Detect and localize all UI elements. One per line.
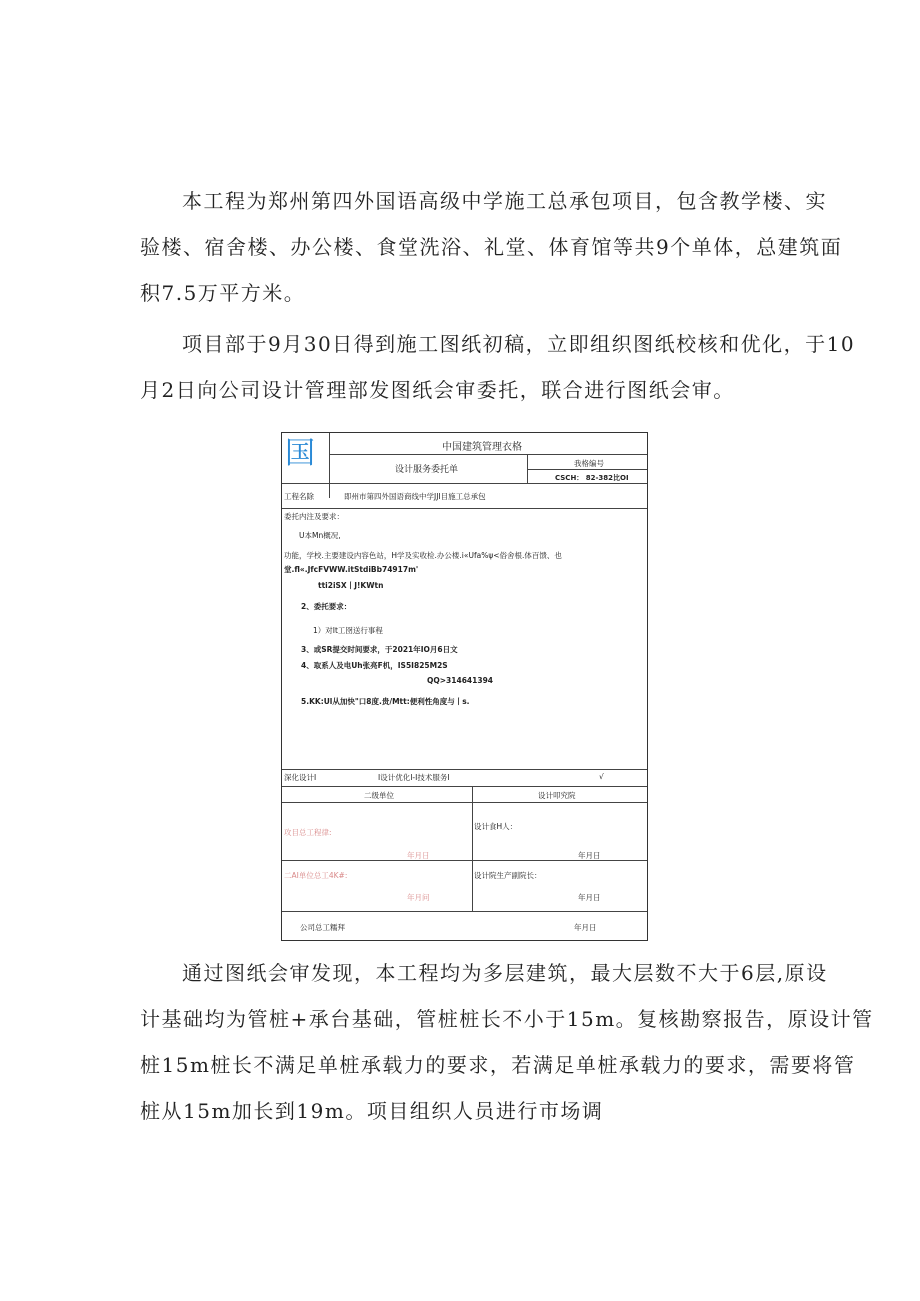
form-org-title: 中国建筑管理衣格 — [442, 442, 522, 453]
content-label: 委托内注及要求： — [284, 512, 344, 521]
date: 年月日 — [578, 893, 601, 902]
content-line: QQ>314641394 — [427, 676, 494, 685]
date: 年月日 — [578, 851, 601, 860]
company-logo: 国 — [285, 436, 315, 471]
signature-designer: 设计食H人： — [474, 822, 518, 831]
column-header-left: 二级单位 — [364, 791, 394, 800]
date-red: 年月问 — [407, 893, 430, 902]
content-line: 2、委托要求： — [301, 602, 352, 611]
content-line: 1）对It工囹送行事程 — [313, 626, 383, 635]
form-number-value: CSCH： 82-382比OI — [555, 474, 629, 482]
design-service-request-form — [281, 432, 648, 941]
signature-vice-president: 设计院生产副院长： — [474, 871, 542, 880]
content-line: 5.KK:Ul从加快"口8度.贵/Mtt:便利性角度与丨s. — [301, 697, 470, 706]
date-red: 年月日 — [407, 851, 430, 860]
paragraph-line: 计基础均为管桩+承台基础，管桩桩长不小于15m。复核勘察报告，原设计管 — [140, 1007, 874, 1031]
paragraph-line: 积7.5万平方米。 — [140, 281, 306, 305]
deep-design-label: 深化设计I — [284, 773, 317, 782]
content-line: tti2iSX丨J!KWtn — [318, 581, 384, 590]
paragraph-foundation-review — [140, 950, 874, 1134]
date: 年月日 — [574, 923, 597, 932]
form-number-label: 我格编号 — [574, 459, 604, 468]
content-line: 功能，学校.主要建设内容色站，H学及实收检.办公楼.i«Ufa%ψ<俗舍根.体百馈、也 — [284, 551, 562, 560]
content-line: U本Mn概况, — [299, 531, 341, 540]
paragraph-project-overview — [140, 178, 843, 316]
signature-company-engineer: 公司总工糯拜 — [300, 923, 345, 932]
project-name-label: 工程名除 — [284, 492, 314, 501]
paragraph-line: 桩15m桩长不满足单桩承载力的要求，若满足单桩承载力的要求，需要将管 — [140, 1053, 856, 1077]
project-name-value: 即州市第四外国语商线中学JJI目施工总承包 — [344, 492, 486, 501]
paragraph-drawing-review — [140, 321, 856, 413]
signature-project-engineer: 攻目总工程律: — [284, 828, 332, 837]
content-line: 4、取系人及电Uh张亮F机，IS5I825M2S — [301, 661, 448, 670]
deep-design-value: I设计优化I-I技术服务I — [378, 773, 450, 782]
content-line: 堂.fl«.JfcFVWW.itStdiBb74917m' — [284, 565, 419, 574]
form-title: 设计服务委托单 — [395, 465, 459, 475]
paragraph-line: 项目部于9月30日得到施工图纸初稿，立即组织图纸校核和优化，于10 — [182, 332, 856, 356]
signature-unit-engineer: 二AI单位总工4K#: — [284, 871, 348, 880]
paragraph-line: 月2日向公司设计管理部发图纸会审委托，联合进行图纸会审。 — [140, 378, 735, 402]
paragraph-line: 验楼、宿舍楼、办公楼、食堂洗浴、礼堂、体育馆等共9个单体，总建筑面 — [140, 235, 843, 259]
content-line: 3、或SR提交时间要求，于2021年IO月6日文 — [301, 645, 458, 654]
column-header-right: 设计叩究院 — [538, 791, 576, 800]
paragraph-line: 桩从15m加长到19m。项目组织人员进行市场调 — [140, 1099, 604, 1123]
paragraph-line: 本工程为郑州第四外国语高级中学施工总承包项目，包含教学楼、实 — [182, 189, 827, 213]
check-mark: √ — [599, 772, 604, 781]
paragraph-line: 通过图纸会审发现，本工程均为多层建筑，最大层数不大于6层,原设 — [182, 961, 828, 985]
